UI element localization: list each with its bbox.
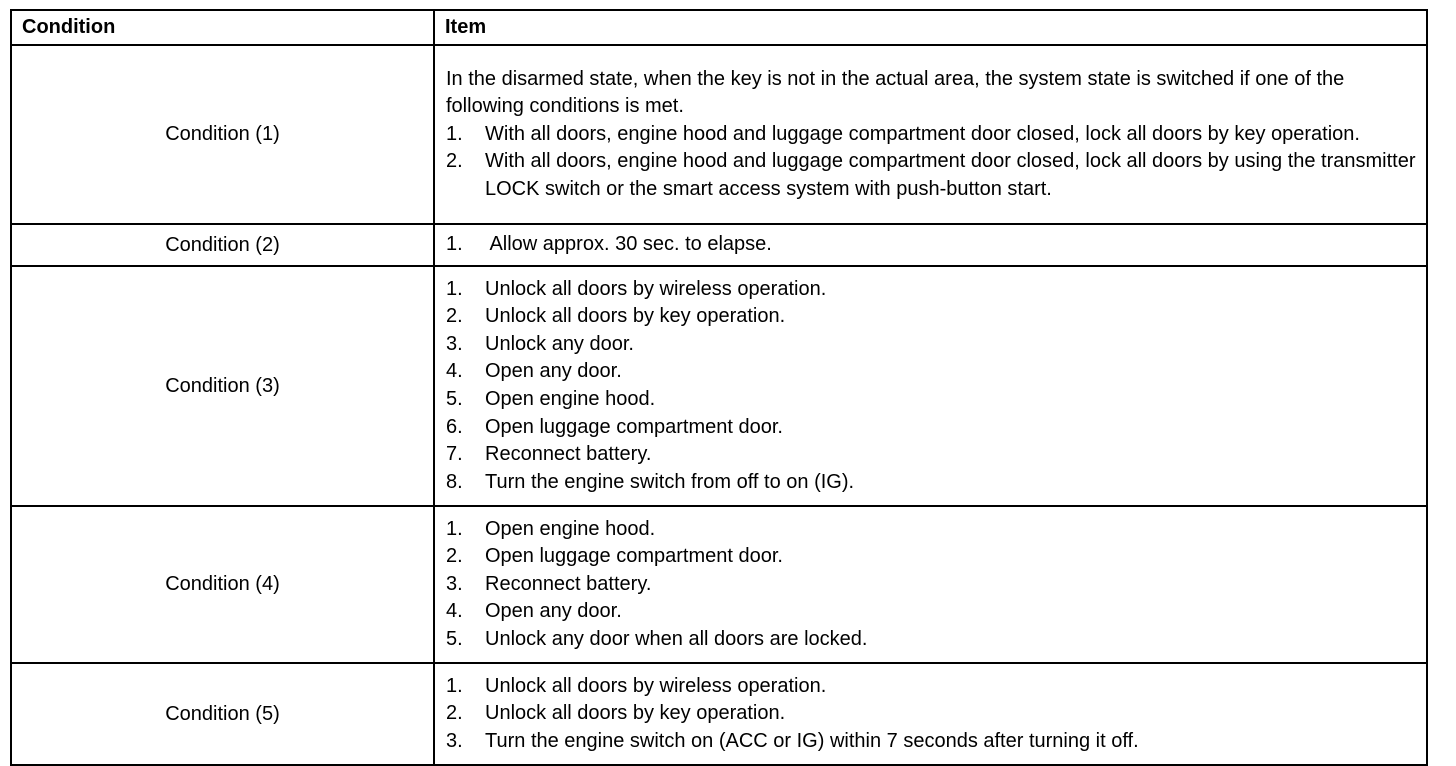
table-row [11, 663, 1427, 765]
list-item [446, 414, 1416, 442]
item-text: Unlock all doors by wireless operation. [485, 674, 827, 697]
list-item [446, 543, 1416, 571]
table-row [11, 224, 1427, 266]
item-cell [434, 266, 1427, 506]
list-item [446, 469, 1416, 497]
item-text: Unlock any door when all doors are locked. [485, 627, 868, 650]
item-number: 8. [446, 470, 463, 493]
item-number: 1. [446, 122, 463, 145]
condition-cell: Condition (2) [11, 224, 434, 266]
list-item [446, 673, 1416, 701]
condition-cell: Condition (1) [11, 45, 434, 224]
item-number: 1. [446, 233, 463, 256]
item-number: 2. [446, 305, 463, 328]
item-text: With all doors, engine hood and luggage compartment door closed, lock all doors by using the transmitter LOCK switch or the smart access system with push-button start. [485, 150, 1416, 200]
item-number: 1. [446, 674, 463, 697]
list-item [446, 441, 1416, 469]
item-text: Open any door. [485, 600, 622, 623]
list-item [446, 358, 1416, 386]
list-item [446, 626, 1416, 654]
item-text: Open luggage compartment door. [485, 415, 783, 438]
item-list [446, 516, 1416, 654]
list-item [446, 386, 1416, 414]
item-intro: In the disarmed state, when the key is not in the actual area, the system state is switched if one of the following conditions is met. [446, 67, 1345, 118]
item-number: 3. [446, 332, 463, 355]
condition-cell: Condition (4) [11, 506, 434, 663]
item-list [446, 276, 1416, 497]
condition-cell: Condition (3) [11, 266, 434, 506]
item-text: Unlock any door. [485, 332, 634, 355]
item-list [446, 673, 1416, 756]
item-text: Open any door. [485, 360, 622, 383]
item-number: 1. [446, 517, 463, 540]
list-item [446, 276, 1416, 304]
table-row [11, 45, 1427, 224]
list-item [446, 571, 1416, 599]
list-item [446, 121, 1416, 149]
item-number: 5. [446, 627, 463, 650]
item-text: Open engine hood. [485, 388, 656, 410]
list-item [446, 331, 1416, 359]
item-cell [434, 45, 1427, 224]
item-text: Turn the engine switch on (ACC or IG) within 7 seconds after turning it off. [485, 729, 1139, 752]
item-text: Reconnect battery. [485, 572, 652, 595]
item-number: 3. [446, 729, 463, 752]
condition-cell: Condition (5) [11, 663, 434, 765]
item-number: 2. [446, 545, 463, 568]
item-number: 6. [446, 415, 463, 438]
item-text: Turn the engine switch from off to on (IG). [485, 470, 855, 493]
table-row [11, 506, 1427, 663]
item-text: Open luggage compartment door. [485, 545, 783, 568]
item-text: Unlock all doors by key operation. [485, 305, 786, 328]
item-text: Reconnect battery. [485, 443, 652, 466]
item-text: Unlock all doors by key operation. [485, 702, 786, 725]
list-item [446, 231, 1416, 259]
item-cell [434, 224, 1427, 266]
item-text: Open engine hood. [485, 517, 656, 540]
table-header-row [11, 10, 1427, 45]
header-item: Item [434, 10, 1427, 45]
list-item [446, 598, 1416, 626]
item-text: Allow approx. 30 sec. to elapse. [485, 233, 772, 256]
item-number: 4. [446, 360, 463, 383]
list-item [446, 303, 1416, 331]
item-cell [434, 663, 1427, 765]
header-condition: Condition [11, 10, 434, 45]
item-text: With all doors, engine hood and luggage compartment door closed, lock all doors by key operation. [485, 122, 1360, 145]
item-cell [434, 506, 1427, 663]
table-row [11, 266, 1427, 506]
condition-table [10, 9, 1428, 766]
item-number: 2. [446, 150, 463, 173]
item-number: 2. [446, 702, 463, 725]
list-item [446, 516, 1416, 544]
item-number: 1. [446, 277, 463, 300]
item-text: Unlock all doors by wireless operation. [485, 277, 827, 300]
list-item [446, 148, 1416, 203]
item-number: 4. [446, 600, 463, 623]
list-item [446, 728, 1416, 756]
item-list [446, 121, 1416, 204]
item-number: 5. [446, 388, 463, 410]
item-number: 7. [446, 443, 463, 466]
item-number: 3. [446, 572, 463, 595]
list-item [446, 700, 1416, 728]
item-list [446, 231, 1416, 259]
